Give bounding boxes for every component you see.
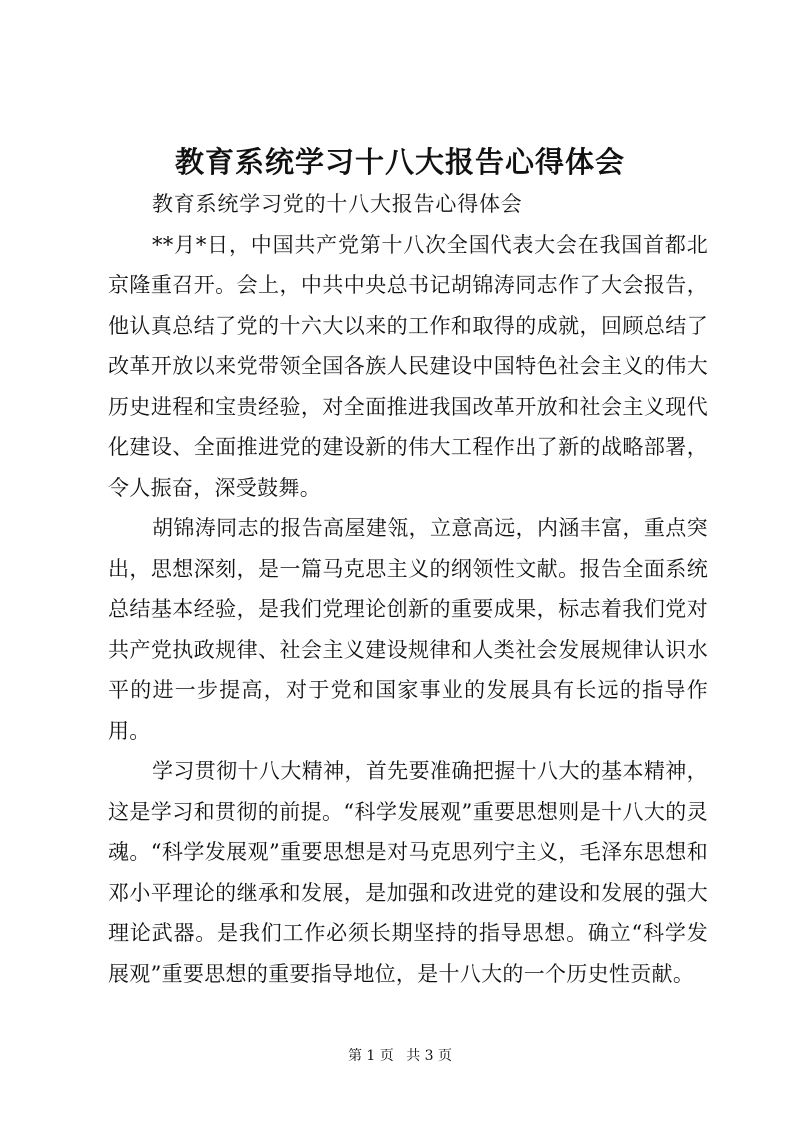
document-subtitle: 教育系统学习党的十八大报告心得体会 (152, 192, 523, 216)
page-number: 第 1 页 (347, 1048, 394, 1064)
document-body (108, 184, 708, 994)
page-total: 共 3 页 (406, 1048, 453, 1064)
document-title: 教育系统学习十八大报告心得体会 (174, 145, 625, 179)
paragraph-2: 胡锦涛同志的报告高屋建瓴，立意高远，内涵丰富，重点突出，思想深刻，是一篇马克思主义的纲领性文献。报告全面系统总结基本经验，是我们党理论创新的重要成果，标志着我们党对共产党执政规律、社会主义建设规律和人类社会发展规律认识水平的进一步提高，对于党和国家事业的发展具有长远的指导作用。 (108, 516, 708, 743)
paragraph-1: **月*日，中国共产党第十八次全国代表大会在我国首都北京隆重召开。会上，中共中央总书记胡锦涛同志作了大会报告，他认真总结了党的十六大以来的工作和取得的成就，回顾总结了改革开放以来党带领全国各族人民建设中国特色社会主义的伟大历史进程和宝贵经验，对全面推进我国改革开放和社会主义现代化建设、全面推进党的建设新的伟大工程作出了新的战略部署，令人振奋，深受鼓舞。 (108, 232, 708, 500)
page-footer (0, 1046, 800, 1066)
paragraph-3: 学习贯彻十八大精神，首先要准确把握十八大的基本精神，这是学习和贯彻的前提。“科学发展观”重要思想则是十八大的灵魂。“科学发展观”重要思想是对马克思列宁主义，毛泽东思想和邓小平理论的继承和发展，是加强和改进党的建设和发展的强大理论武器。是我们工作必须长期坚持的指导思想。确立“科学发展观”重要思想的重要指导地位，是十八大的一个历史性贡献。 (108, 759, 708, 986)
